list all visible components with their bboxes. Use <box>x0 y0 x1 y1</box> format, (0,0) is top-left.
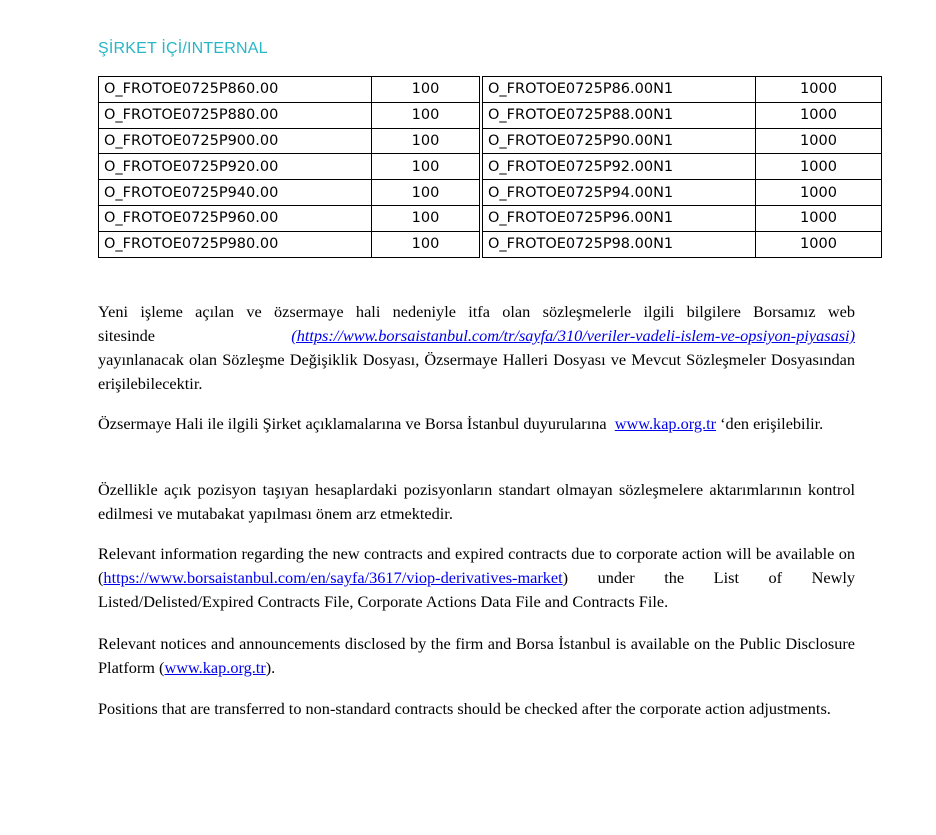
paragraph-text: ). <box>265 658 276 677</box>
old-contract-code: O_FROTOE0725P940.00 <box>99 180 372 206</box>
new-contract-size: 1000 <box>756 180 882 206</box>
old-contract-size: 100 <box>372 77 480 103</box>
paragraph-text: Relevant notices and announcements disclosed by the firm and Borsa İstanbul is available on the Public Disclosure Platform ( <box>98 634 855 677</box>
table-row <box>99 231 882 257</box>
old-contract-size: 100 <box>372 205 480 231</box>
classification-label: ŞİRKET İÇİ/INTERNAL <box>98 40 268 57</box>
old-contract-code: O_FROTOE0725P900.00 <box>99 128 372 154</box>
new-contract-size: 1000 <box>756 128 882 154</box>
borsa-istanbul-en-link[interactable]: https://www.borsaistanbul.com/en/sayfa/3617/viop-derivatives-market <box>103 568 563 587</box>
paragraph-tr-contract-info <box>98 300 855 396</box>
paragraph-line: Yeni işleme açılan ve özsermaye hali nedeniyle itfa olan sözleşmelerle ilgili bilgilere Borsamız web <box>98 302 855 321</box>
table-row <box>99 180 882 206</box>
new-contract-size: 1000 <box>756 205 882 231</box>
table-row <box>99 128 882 154</box>
kap-link-en[interactable]: www.kap.org.tr <box>164 658 266 677</box>
old-contract-size: 100 <box>372 102 480 128</box>
new-contract-code: O_FROTOE0725P88.00N1 <box>483 102 756 128</box>
table-row <box>99 154 882 180</box>
paragraph-line: yayınlanacak olan Sözleşme Değişiklik Dosyası, Özsermaye Halleri Dosyası ve Mevcut Sözleşmeler Dosyasından erişilebilecektir. <box>98 350 855 393</box>
new-contract-size: 1000 <box>756 77 882 103</box>
new-contract-size: 1000 <box>756 102 882 128</box>
new-contract-size: 1000 <box>756 231 882 257</box>
old-contract-code: O_FROTOE0725P960.00 <box>99 205 372 231</box>
contracts-table <box>98 76 882 258</box>
old-contract-code: O_FROTOE0725P980.00 <box>99 231 372 257</box>
new-contract-code: O_FROTOE0725P92.00N1 <box>483 154 756 180</box>
borsa-istanbul-tr-link[interactable]: (https://www.borsaistanbul.com/tr/sayfa/310/veriler-vadeli-islem-ve-opsiyon-piyasasi) <box>291 326 855 345</box>
paragraph-text: sitesinde <box>98 326 155 345</box>
paragraph-line <box>98 324 855 348</box>
kap-link-tr[interactable]: www.kap.org.tr <box>614 414 717 433</box>
new-contract-code: O_FROTOE0725P90.00N1 <box>483 128 756 154</box>
old-contract-code: O_FROTOE0725P860.00 <box>99 77 372 103</box>
old-contract-size: 100 <box>372 231 480 257</box>
paragraph-en-kap-info <box>98 632 855 680</box>
table-row <box>99 102 882 128</box>
old-contract-size: 100 <box>372 128 480 154</box>
paragraph-tr-kap-info <box>98 412 855 436</box>
new-contract-code: O_FROTOE0725P94.00N1 <box>483 180 756 206</box>
new-contract-code: O_FROTOE0725P98.00N1 <box>483 231 756 257</box>
old-contract-size: 100 <box>372 154 480 180</box>
old-contract-size: 100 <box>372 180 480 206</box>
paragraph-text: ‘den erişilebilir. <box>720 414 824 433</box>
new-contract-code: O_FROTOE0725P96.00N1 <box>483 205 756 231</box>
table-row <box>99 205 882 231</box>
paragraph-en-contract-info <box>98 542 855 614</box>
paragraph-text: ) under the List of Newly Listed/Delisted/Expired Contracts File, Corporate Actions Data File and Contracts File. <box>98 568 855 611</box>
old-contract-code: O_FROTOE0725P880.00 <box>99 102 372 128</box>
paragraph-text: Relevant information regarding the new contracts and expired contracts due to corporate action will be available on ( <box>98 544 855 587</box>
new-contract-code: O_FROTOE0725P86.00N1 <box>483 77 756 103</box>
paragraph-en-position-warning: Positions that are transferred to non-standard contracts should be checked after the corporate action adjustments. <box>98 699 831 718</box>
table-row <box>99 77 882 103</box>
paragraph-text: Özsermaye Hali ile ilgili Şirket açıklamalarına ve Borsa İstanbul duyurularına <box>98 414 607 433</box>
paragraph-tr-position-warning: Özellikle açık pozisyon taşıyan hesaplardaki pozisyonların standart olmayan sözleşmelere aktarımlarının kontrol edilmesi ve mutabakat yapılması önem arz etmektedir. <box>98 480 855 523</box>
old-contract-code: O_FROTOE0725P920.00 <box>99 154 372 180</box>
new-contract-size: 1000 <box>756 154 882 180</box>
